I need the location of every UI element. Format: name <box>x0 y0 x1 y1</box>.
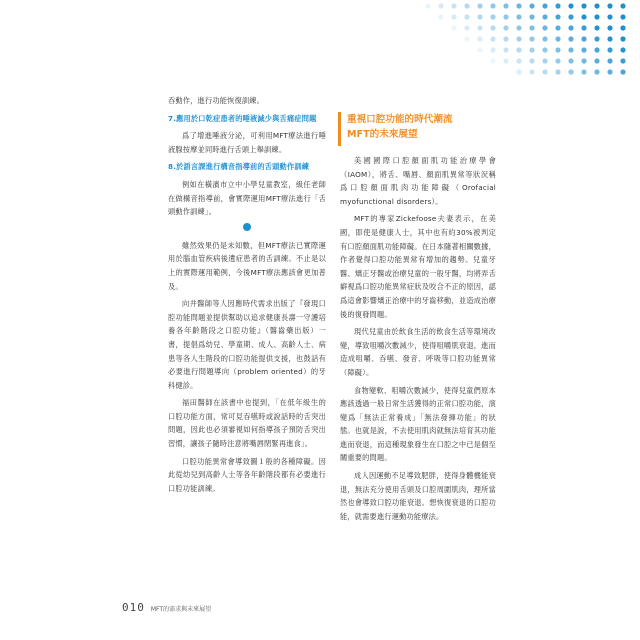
decorative-dot <box>542 69 547 74</box>
decorative-dot <box>607 69 612 74</box>
decorative-dot <box>464 3 469 8</box>
paragraph: 美國國際口腔顏面肌功能治療學會（IAOM），將舌、嘴唇、顏面肌異常等狀況稱爲口腔顏面肌肉功能障礙（Orofacial myofunctional disorders）。 <box>340 156 496 206</box>
decorative-dot <box>568 3 573 8</box>
decorative-dot <box>490 25 495 30</box>
decorative-dot <box>568 36 573 41</box>
decorative-dot <box>542 58 547 63</box>
decorative-dot <box>607 58 612 63</box>
decorative-dot <box>581 14 586 19</box>
decorative-dot <box>581 58 586 63</box>
decorative-dot <box>620 58 625 63</box>
decorative-dot <box>464 36 469 41</box>
running-title: MFT的需求與未來展望 <box>150 606 212 613</box>
paragraph: 吞動作，進行功能恢復訓練。 <box>168 96 265 105</box>
decorative-dot <box>607 36 612 41</box>
decorative-dot <box>568 69 573 74</box>
decorative-dot <box>477 3 482 8</box>
decorative-dot <box>503 47 508 52</box>
decorative-dot <box>490 36 495 41</box>
decorative-dot <box>529 69 534 74</box>
decorative-dot <box>594 14 599 19</box>
decorative-dot <box>464 14 469 19</box>
decorative-dot <box>542 47 547 52</box>
decorative-dot <box>555 69 560 74</box>
decorative-dot <box>503 14 508 19</box>
right-text-column <box>340 154 496 527</box>
paragraph: 例如在橫濱市立中小學兒童教室，級任老師在做構音指導前，會實際運用MFT療法進行「舌頭動作訓練」。 <box>168 179 326 217</box>
decorative-dot <box>542 36 547 41</box>
decorative-dot <box>451 3 456 8</box>
decorative-dot <box>529 58 534 63</box>
decorative-dot <box>516 47 521 52</box>
decorative-dot-pattern <box>420 0 640 80</box>
decorative-dot <box>477 36 482 41</box>
decorative-dot <box>568 25 573 30</box>
section-heading <box>338 112 497 146</box>
decorative-dot <box>490 3 495 8</box>
decorative-dot <box>516 36 521 41</box>
decorative-dot <box>568 58 573 63</box>
decorative-dot <box>542 14 547 19</box>
decorative-dot <box>620 14 625 19</box>
decorative-dot <box>425 3 430 8</box>
left-text-column <box>168 94 326 499</box>
decorative-dot <box>490 47 495 52</box>
decorative-dot <box>594 3 599 8</box>
decorative-dot <box>594 25 599 30</box>
decorative-dot <box>607 14 612 19</box>
decorative-dot <box>503 58 508 63</box>
decorative-dot <box>594 58 599 63</box>
paragraph: 福田醫師在該書中也提到，「在低年級生的口腔功能方面，常可見吞嚥時或說話時的舌突出問題，因此也必須審視如何指導孩子預防舌突出習慣，讓孩子隨時注意將嘴唇閉緊再進食」。 <box>168 398 326 449</box>
page-number: 010 <box>122 601 145 614</box>
decorative-dot <box>529 3 534 8</box>
decorative-dot <box>594 69 599 74</box>
decorative-dot <box>438 3 443 8</box>
decorative-dot <box>516 14 521 19</box>
decorative-dot <box>555 47 560 52</box>
paragraph: 雖然效果仍是未知數，但MFT療法已實際運用於腦血管疾病後遺症患者的舌訓練。不止是以上的實際運用範例，今後MFT療法應該會更加普及。 <box>168 240 326 291</box>
decorative-dot <box>607 47 612 52</box>
decorative-dot <box>477 14 482 19</box>
paragraph: 爲了增進唾液分泌，可利用MFT療法進行唾液腺按摩並同時進行舌頭上舉訓練。 <box>168 131 326 154</box>
decorative-dot <box>451 14 456 19</box>
decorative-dot <box>490 14 495 19</box>
decorative-dot <box>555 36 560 41</box>
decorative-dot <box>594 47 599 52</box>
decorative-dot <box>555 25 560 30</box>
decorative-dot <box>451 25 456 30</box>
decorative-dot <box>581 47 586 52</box>
decorative-dot <box>516 25 521 30</box>
decorative-dot <box>581 25 586 30</box>
decorative-dot <box>581 36 586 41</box>
paragraph: 向井醫師等人因應時代需求出版了『發現口腔功能問題並提供幫助以追求健康長壽一守護培養各年齡階段之口腔功能』（醫齒藥出版）一書，提倡爲幼兒、學童期、成人、高齡人士、病患等各人生階段的口腔功能提供支援，也鼓話有必要進行問題導向（problem oriented）的牙科健診。 <box>168 299 326 390</box>
page-footer <box>122 601 211 614</box>
paragraph: 成人因運動不足導致肥胖，使得身體機能衰退，無法充分使用舌頭及口腔周圍肌肉，理所當然也會導致口腔功能衰退。想恢復衰退的口腔功能，就需要進行運動功能療法。 <box>340 471 496 521</box>
decorative-dot <box>529 14 534 19</box>
decorative-dot <box>581 3 586 8</box>
decorative-dot <box>503 25 508 30</box>
paragraph: 口腔功能異常會導致圖１般的各種障礙。因此從幼兒到高齡人士等各年齡階段都有必要進行口腔功能訓練。 <box>168 456 326 493</box>
paragraph: MFT的專家Zickefoose夫妻表示，在美國，即使是健康人士，其中也有約30%被判定有口腔顏面肌功能障礙。在日本隨著相關數據，作者覺得口腔功能異常有增加的趨勢。兒童牙醫、矯正牙醫或治療兒童的一般牙醫，均將弄舌癖視爲口腔功能異常症狀及咬合不正的原因，認爲這會影響矯正治療中的牙齒移動，並造成治療後的復發問題。 <box>340 214 496 319</box>
decorative-dot <box>516 58 521 63</box>
decorative-dot <box>503 3 508 8</box>
decorative-dot <box>620 36 625 41</box>
subheading-7: 7.應用於口乾症患者的唾液減少與舌痛症問題 <box>168 113 317 123</box>
decorative-dot <box>503 36 508 41</box>
decorative-dot <box>516 69 521 74</box>
decorative-dot <box>568 14 573 19</box>
subheading-8: 8.於語言課進行構音指導前的舌頭動作訓練 <box>168 162 310 172</box>
decorative-dot <box>542 3 547 8</box>
decorative-dot <box>542 25 547 30</box>
decorative-dot <box>555 58 560 63</box>
decorative-dot <box>620 25 625 30</box>
section-heading-line1: 重視口腔功能的時代潮流 <box>347 114 453 125</box>
decorative-dot <box>594 36 599 41</box>
decorative-dot <box>607 25 612 30</box>
decorative-dot <box>477 47 482 52</box>
decorative-dot <box>620 69 625 74</box>
section-heading-line2: MFT的未來展望 <box>347 129 418 140</box>
decorative-dot <box>529 47 534 52</box>
decorative-dot <box>464 25 469 30</box>
decorative-dot <box>438 14 443 19</box>
decorative-dot <box>581 69 586 74</box>
decorative-dot <box>620 47 625 52</box>
decorative-dot <box>516 3 521 8</box>
decorative-dot <box>477 25 482 30</box>
decorative-dot <box>607 3 612 8</box>
paragraph: 食物變軟、咀嚼次數減少，使得兒童們原本應該透過一般日常生活獲得的正常口腔功能，演變爲「無法正常養成」「無法發揮功能」的狀態。也就是說，不去使用肌肉就無法培育其功能進而衰退，而這種現象發生在口腔之中已是個至關重要的問題。 <box>340 385 496 463</box>
decorative-dot <box>555 14 560 19</box>
decorative-dot <box>529 36 534 41</box>
decorative-dot <box>529 25 534 30</box>
decorative-dot <box>555 3 560 8</box>
decorative-dot <box>620 3 625 8</box>
decorative-dot <box>490 58 495 63</box>
section-separator-dot <box>243 223 251 231</box>
paragraph: 現代兒童由於飲食生活的飲食生活等環境改變，導致咀嚼次數減少，使得咀嚼肌衰退，進而造成咀嚼、吞嚥、發音、呼吸等口腔功能異常（障礙）。 <box>340 327 496 377</box>
decorative-dot <box>568 47 573 52</box>
